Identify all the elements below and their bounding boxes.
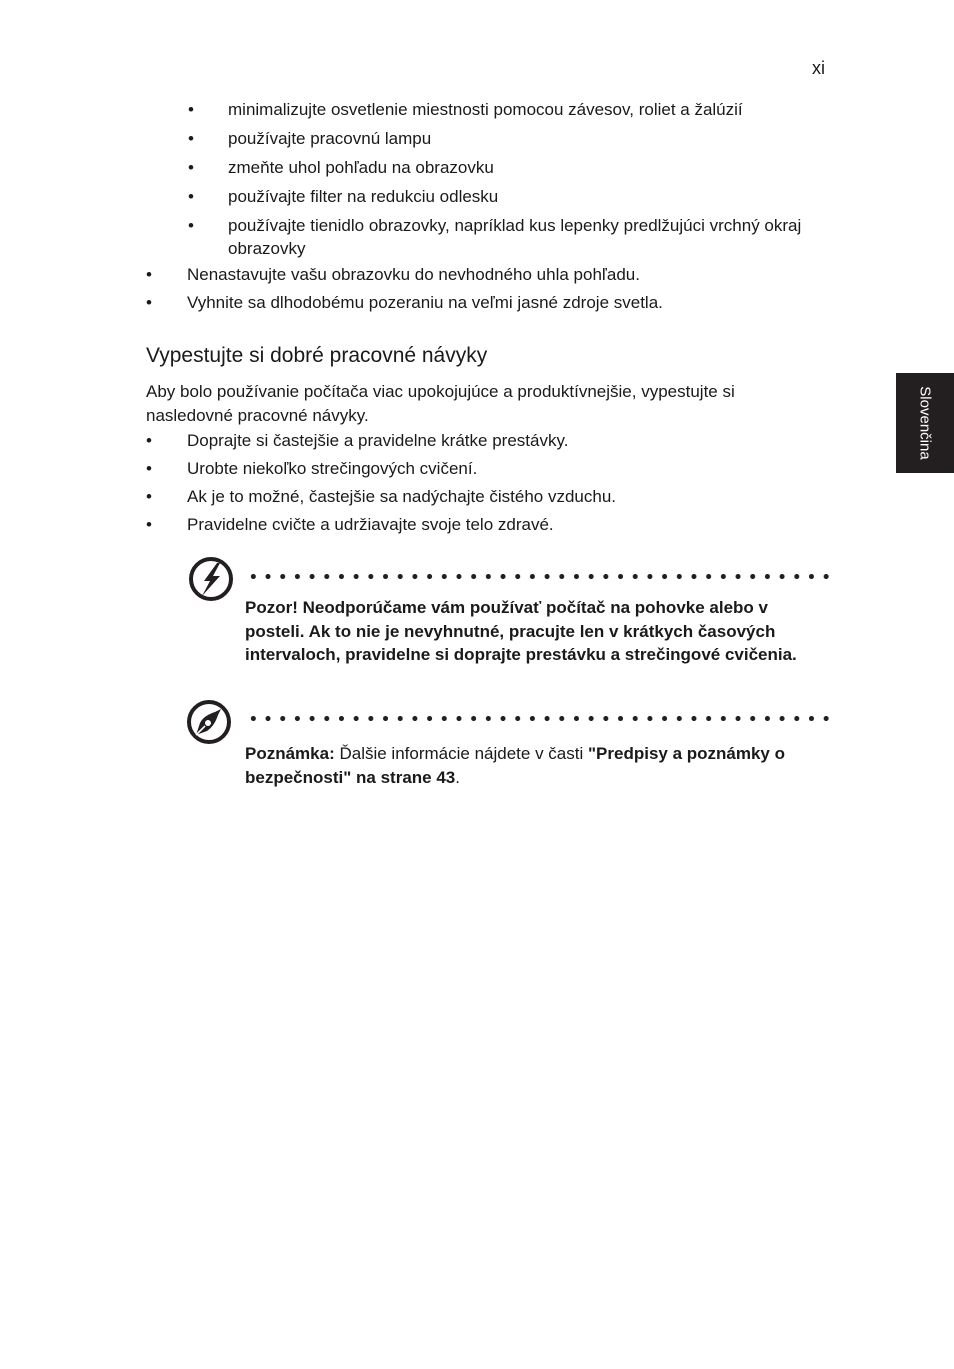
warning-text: Pozor! Neodporúčame vám používať počítač na pohovke alebo v posteli. Ak to nie je nevyhnutné, pracujte len v krátkych časových intervaloch, pravidelne si doprajte prestávku a strečingové cvičenia. [245, 598, 797, 664]
list-item: • Nenastavujte vašu obrazovku do nevhodného uhla pohľadu. [146, 265, 640, 284]
bullet-icon: • [188, 100, 194, 119]
main-bullet-list [146, 263, 826, 319]
warning-divider [246, 574, 834, 579]
intro-paragraph: Aby bolo používanie počítača viac upokojujúce a produktívnejšie, vypestujte si nasledovné pracovné návyky. [146, 382, 735, 425]
side-tab-label: Slovenčina [916, 386, 934, 460]
bullet-icon: • [146, 487, 152, 506]
note-reference: "Predpisy a poznámky o bezpečnosti" na strane 43 [245, 744, 785, 787]
list-item: • používajte pracovnú lampu [188, 129, 432, 148]
note-label: Poznámka: [245, 744, 335, 763]
list-item: • používajte filter na redukciu odlesku [188, 187, 499, 206]
habits-bullet-list [146, 429, 826, 541]
list-item: • používajte tienidlo obrazovky, napríklad kus lepenky predlžujúci vrchný okraj obrazovky [188, 216, 802, 258]
list-item: • Pravidelne cvičte a udržiavajte svoje telo zdravé. [146, 515, 554, 534]
list-item: • Doprajte si častejšie a pravidelne krátke prestávky. [146, 431, 569, 450]
pen-note-icon [185, 698, 233, 746]
sub-bullet-list [188, 98, 818, 260]
bullet-icon: • [146, 431, 152, 450]
bullet-icon: • [188, 187, 194, 206]
note-text: Poznámka: Ďalšie informácie nájdete v časti "Predpisy a poznámky o bezpečnosti" na strane 43. [245, 744, 785, 787]
bullet-icon: • [188, 158, 194, 177]
bullet-icon: • [188, 216, 194, 235]
list-item: • zmeňte uhol pohľadu na obrazovku [188, 158, 494, 177]
list-item: • Urobte niekoľko strečingových cvičení. [146, 459, 478, 478]
lightning-warning-icon [187, 555, 235, 603]
list-item: • Ak je to možné, častejšie sa nadýchajte čistého vzduchu. [146, 487, 617, 506]
note-divider [246, 716, 834, 721]
bullet-icon: • [146, 515, 152, 534]
bullet-icon: • [146, 265, 152, 284]
list-item: • minimalizujte osvetlenie miestnosti pomocou závesov, roliet a žalúzií [188, 100, 743, 119]
list-item: • Vyhnite sa dlhodobému pozeraniu na veľmi jasné zdroje svetla. [146, 293, 663, 312]
section-title: Vypestujte si dobré pracovné návyky [146, 344, 488, 367]
page-number: xi [812, 58, 825, 78]
bullet-icon: • [146, 459, 152, 478]
bullet-icon: • [146, 293, 152, 312]
language-side-tab [896, 373, 954, 473]
bullet-icon: • [188, 129, 194, 148]
